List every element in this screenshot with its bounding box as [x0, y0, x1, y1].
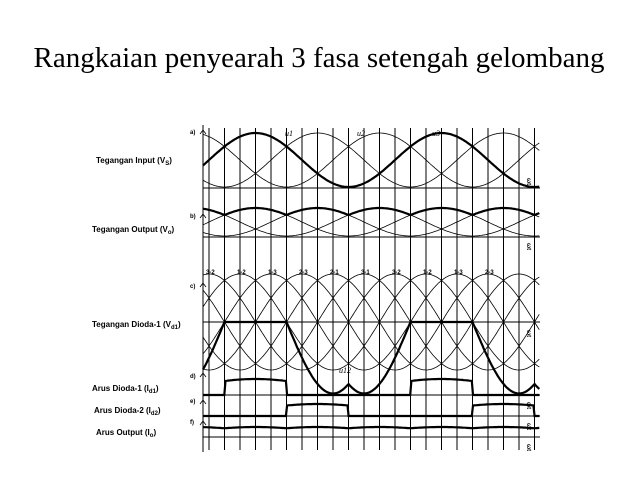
- waveforms: [203, 133, 539, 431]
- panel-d-label: Arus Dioda-1 $(I_{d1})$: [92, 384, 159, 395]
- panel-a-label: Tegangan Input $(V_S)$: [96, 156, 172, 167]
- omega-t-label: ωt: [525, 178, 531, 186]
- panel-a-tag: a): [190, 130, 196, 136]
- panel-c-tag: c): [190, 284, 196, 290]
- omega-t-label: ωt: [525, 423, 531, 431]
- phase-label-u2: u2: [357, 129, 365, 138]
- diode1-voltage: [203, 322, 539, 394]
- panel-b-label: Tegangan Output $(V_o)$: [92, 225, 175, 236]
- panel-b-tag: b): [190, 214, 196, 220]
- output-current: [203, 427, 539, 428]
- interval-label: 1-2: [237, 270, 246, 276]
- omega-t-label: ωt: [525, 330, 531, 338]
- interval-label: 3-2: [206, 270, 215, 276]
- panel-e-label: Arus Dioda-2 $(I_{d2})$: [94, 406, 161, 417]
- interval-label: 3-1: [361, 270, 370, 276]
- omega-t-label: ωt: [525, 243, 531, 251]
- panel-f-tag: f): [190, 420, 194, 426]
- phase-label-u3: u3: [432, 129, 440, 138]
- interval-label: 2-3: [485, 270, 494, 276]
- vertical-grid-lines: [203, 125, 535, 452]
- phase-wave: [203, 208, 539, 236]
- panel-e-tag: e): [190, 399, 196, 405]
- phase-label-u1: u1: [285, 129, 293, 138]
- omega-t-label: ωt: [525, 402, 531, 410]
- panel-c-label: Tegangan Dioda-1 $(V_{d1})$: [92, 320, 181, 331]
- panel-d-tag: d): [190, 374, 196, 380]
- omega-t-label: ωt: [525, 444, 531, 452]
- diode2-current: [203, 404, 539, 416]
- interval-label: 1-2: [423, 270, 432, 276]
- phase-wave: [203, 133, 539, 187]
- slide-title: Rangkaian penyearah 3 fasa setengah gelombang: [33, 42, 605, 74]
- interval-label: 1-3: [268, 270, 277, 276]
- u12-label: u12: [339, 366, 351, 375]
- output-voltage-envelope: [203, 208, 539, 215]
- interval-label: 1-3: [454, 270, 463, 276]
- panel-f-label: Arus Output $(I_o)$: [96, 428, 157, 439]
- interval-label: 2-3: [299, 270, 308, 276]
- interval-label: 3-2: [392, 270, 401, 276]
- interval-label: 2-1: [330, 270, 339, 276]
